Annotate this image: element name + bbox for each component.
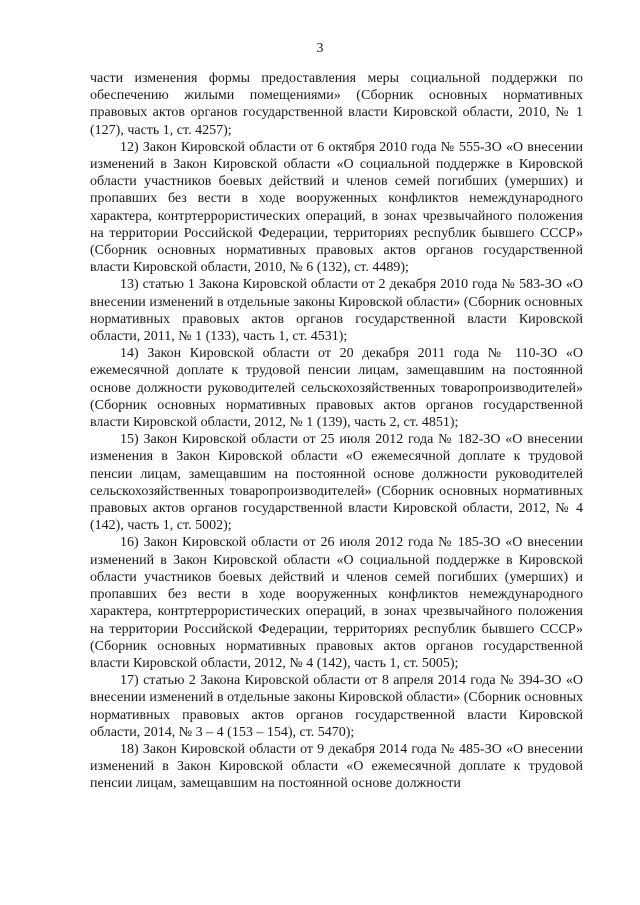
page-number: 3 [316, 41, 324, 56]
list-item-17: 17) статью 2 Закона Кировской области от 8 апреля 2014 года № 394-ЗО «О внесении изменений в отдельные законы Кировской области» (Сборник основных нормативных правовых актов органов государственной власти Кировской области, 2014, № 3 – 4 (153 – 154), ст. 5470); [90, 673, 583, 740]
list-item-16: 16) Закон Кировской области от 26 июля 2012 года № 185-ЗО «О внесении изменений в Закон Кировской области «О социальной поддержке в Кировской области участников боевых действий и членов семей погибших (умерших) и пропавших без вести в ходе вооруженных конфликтов немеждународного характера, контртеррористических операций, в зонах чрезвычайного положения на территории Российской Федерации, территориях республик бывшего СССР» (Сборник основных нормативных правовых актов органов государственной власти Кировской области, 2012, № 4 (142), часть 1, ст. 5005); [90, 535, 583, 671]
document-body [90, 70, 583, 793]
list-item-18: 18) Закон Кировской области от 9 декабря 2014 года № 485-ЗО «О внесении изменений в Закон Кировской области «О ежемесячной доплате к трудовой пенсии лицам, замещавшим на постоянной основе должности [90, 741, 583, 792]
list-item-15: 15) Закон Кировской области от 25 июля 2012 года № 182-ЗО «О внесении изменения в Закон Кировской области «О ежемесячной доплате к трудовой пенсии лицам, замещавшим на постоянной основе должности руководителей сельскохозяйственных товаропроизводителей» (Сборник основных нормативных правовых актов органов государственной власти Кировской области, 2012, № 4 (142), часть 1, ст. 5002); [90, 432, 583, 534]
list-item-13: 13) статью 1 Закона Кировской области от 2 декабря 2010 года № 583-ЗО «О внесении изменений в отдельные законы Кировской области» (Сборник основных нормативных правовых актов органов государственной власти Кировской области, 2011, № 1 (133), часть 1, ст. 4531); [90, 277, 583, 345]
list-item-14: 14) Закон Кировской области от 20 декабря 2011 года № 110-ЗО «О ежемесячной доплате к трудовой пенсии лицам, замещавшим на постоянной основе должности руководителей сельскохозяйственных товаропроизводителей» (Сборник основных нормативных правовых актов органов государственной власти Кировской области, 2012, № 1 (139), часть 2, ст. 4851); [90, 346, 583, 431]
list-item-12: 12) Закон Кировской области от 6 октября 2010 года № 555-ЗО «О внесении изменений в Закон Кировской области «О социальной поддержке в Кировской области участников боевых действий и членов семей погибших (умерших) и пропавших без вести в ходе вооруженных конфликтов немеждународного характера, контртеррористических операций, в зонах чрезвычайного положения на территории Российской Федерации, территориях республик бывшего СССР» (Сборник основных нормативных правовых актов органов государственной власти Кировской области, 2010, № 6 (132), ст. 4489); [90, 139, 583, 276]
paragraph-continuation: части изменения формы предоставления меры социальной поддержки по обеспечению жилыми помещениями» (Сборник основных нормативных правовых актов органов государственной власти Кировской области, 2010, № 1 (127), часть 1, ст. 4257); [90, 71, 583, 138]
